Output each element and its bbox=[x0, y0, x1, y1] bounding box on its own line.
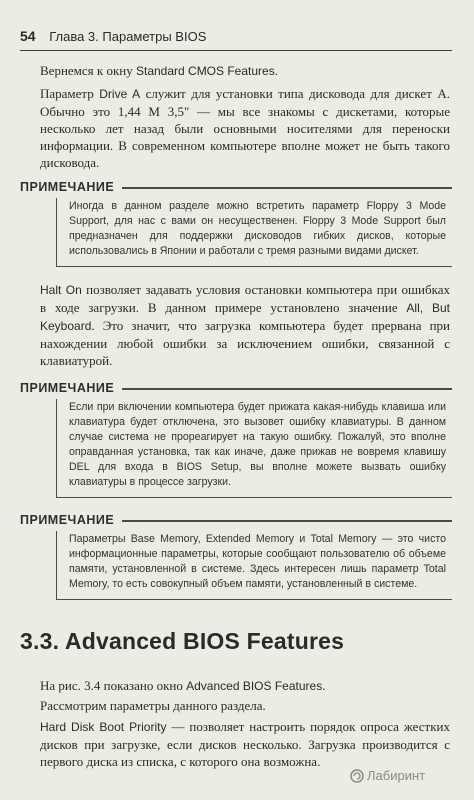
paragraph-figure-ref bbox=[40, 677, 450, 695]
chapter-title: Глава 3. Параметры BIOS bbox=[49, 29, 207, 44]
note-label: ПРИМЕЧАНИЕ bbox=[20, 180, 115, 194]
text: . Это значит, что загрузка компьютера будет прервана при нахождении любой ошибки за исключением ошибки, связанной с клавиатурой. bbox=[40, 318, 450, 368]
note-text: Иногда в данном разделе можно встретить параметр Floppy 3 Mode Support, для нас с вами он несущественен. Floppy 3 Mode Support был предназначен для поддержки дисководов гибких дисков, которые использовались в Японии и работали с тремя разными видами дискет. bbox=[56, 198, 452, 267]
watermark bbox=[350, 768, 425, 783]
note-text: Параметры Base Memory, Extended Memory и Total Memory — это чисто информационные параметры, которые сообщают пользователю об объеме памяти, установленной в системе. Здесь интересен лишь параметр Total Memory, то есть совокупный объем памяти, установленный в системе. bbox=[56, 531, 452, 600]
text: . bbox=[322, 678, 326, 693]
term-all-but-keyboard: All, But Keyboard bbox=[40, 301, 451, 333]
running-header bbox=[20, 28, 452, 51]
term-drive-a: Drive A bbox=[99, 87, 141, 101]
text: Вернемся к окну bbox=[40, 63, 136, 78]
note-rule bbox=[122, 187, 452, 188]
note-heading bbox=[20, 513, 452, 527]
text: Рассмотрим параметры данного раздела. bbox=[40, 698, 266, 713]
text: — позволяет настроить порядок опроса жестких дисков при загрузке, если дисков несколько. Загрузка производится с первого диска из списка, с которого она возможна. bbox=[40, 719, 450, 769]
page-number: 54 bbox=[20, 28, 36, 44]
note-text: Если при включении компьютера будет прижата какая-нибудь клавиша или клавиатура будет отключена, это вызовет ошибку клавиатуры. В данном случае система не прореагирует на такую ошибку. Пожалуй, это вполне оправданная установка, так как иначе, даже прижав не вовремя клавишу DEL для входа в BIOS Setup, вы вполне можете вызвать ошибку клавиатуры в процессе загрузки. bbox=[56, 399, 452, 498]
paragraph-halt-on bbox=[40, 281, 450, 369]
note-rule bbox=[122, 388, 452, 389]
text: На рис. 3.4 показано окно bbox=[40, 678, 187, 693]
text: служит для установки типа дисковода для дискет А. Обычно это 1,44 М 3,5" — мы все знакомы с дискетами, которые несколько лет назад были основными носителями для переноски информации. В современном компьютере вполне может не быть такого дисковода. bbox=[40, 86, 450, 170]
labirint-logo-icon bbox=[350, 769, 364, 783]
term-advanced-bios: Advanced BIOS Features bbox=[186, 679, 323, 693]
note-floppy bbox=[20, 180, 452, 267]
section-heading: 3.3. Advanced BIOS Features bbox=[20, 628, 345, 654]
term-halt-on: Halt On bbox=[40, 283, 82, 297]
paragraph-consider bbox=[40, 697, 450, 714]
note-rule bbox=[122, 520, 452, 521]
note-heading bbox=[20, 381, 452, 395]
note-label: ПРИМЕЧАНИЕ bbox=[20, 513, 115, 527]
text: позволяет задавать условия остановки компьютера при ошибках в ходе загрузки. В данном примере установлено значение bbox=[40, 282, 450, 315]
note-label: ПРИМЕЧАНИЕ bbox=[20, 381, 115, 395]
note-keyboard bbox=[20, 381, 452, 498]
paragraph-hdd-priority bbox=[40, 718, 450, 770]
term-standard-cmos: Standard CMOS Features bbox=[135, 64, 275, 78]
term-hdd-boot-priority: Hard Disk Boot Priority bbox=[40, 720, 167, 734]
watermark-text: Лабиринт bbox=[367, 768, 426, 783]
paragraph-return bbox=[40, 62, 450, 80]
note-memory bbox=[20, 513, 452, 600]
text: . bbox=[274, 63, 278, 78]
text: Параметр bbox=[40, 86, 100, 101]
paragraph-drive-a bbox=[40, 85, 450, 171]
note-heading bbox=[20, 180, 452, 194]
